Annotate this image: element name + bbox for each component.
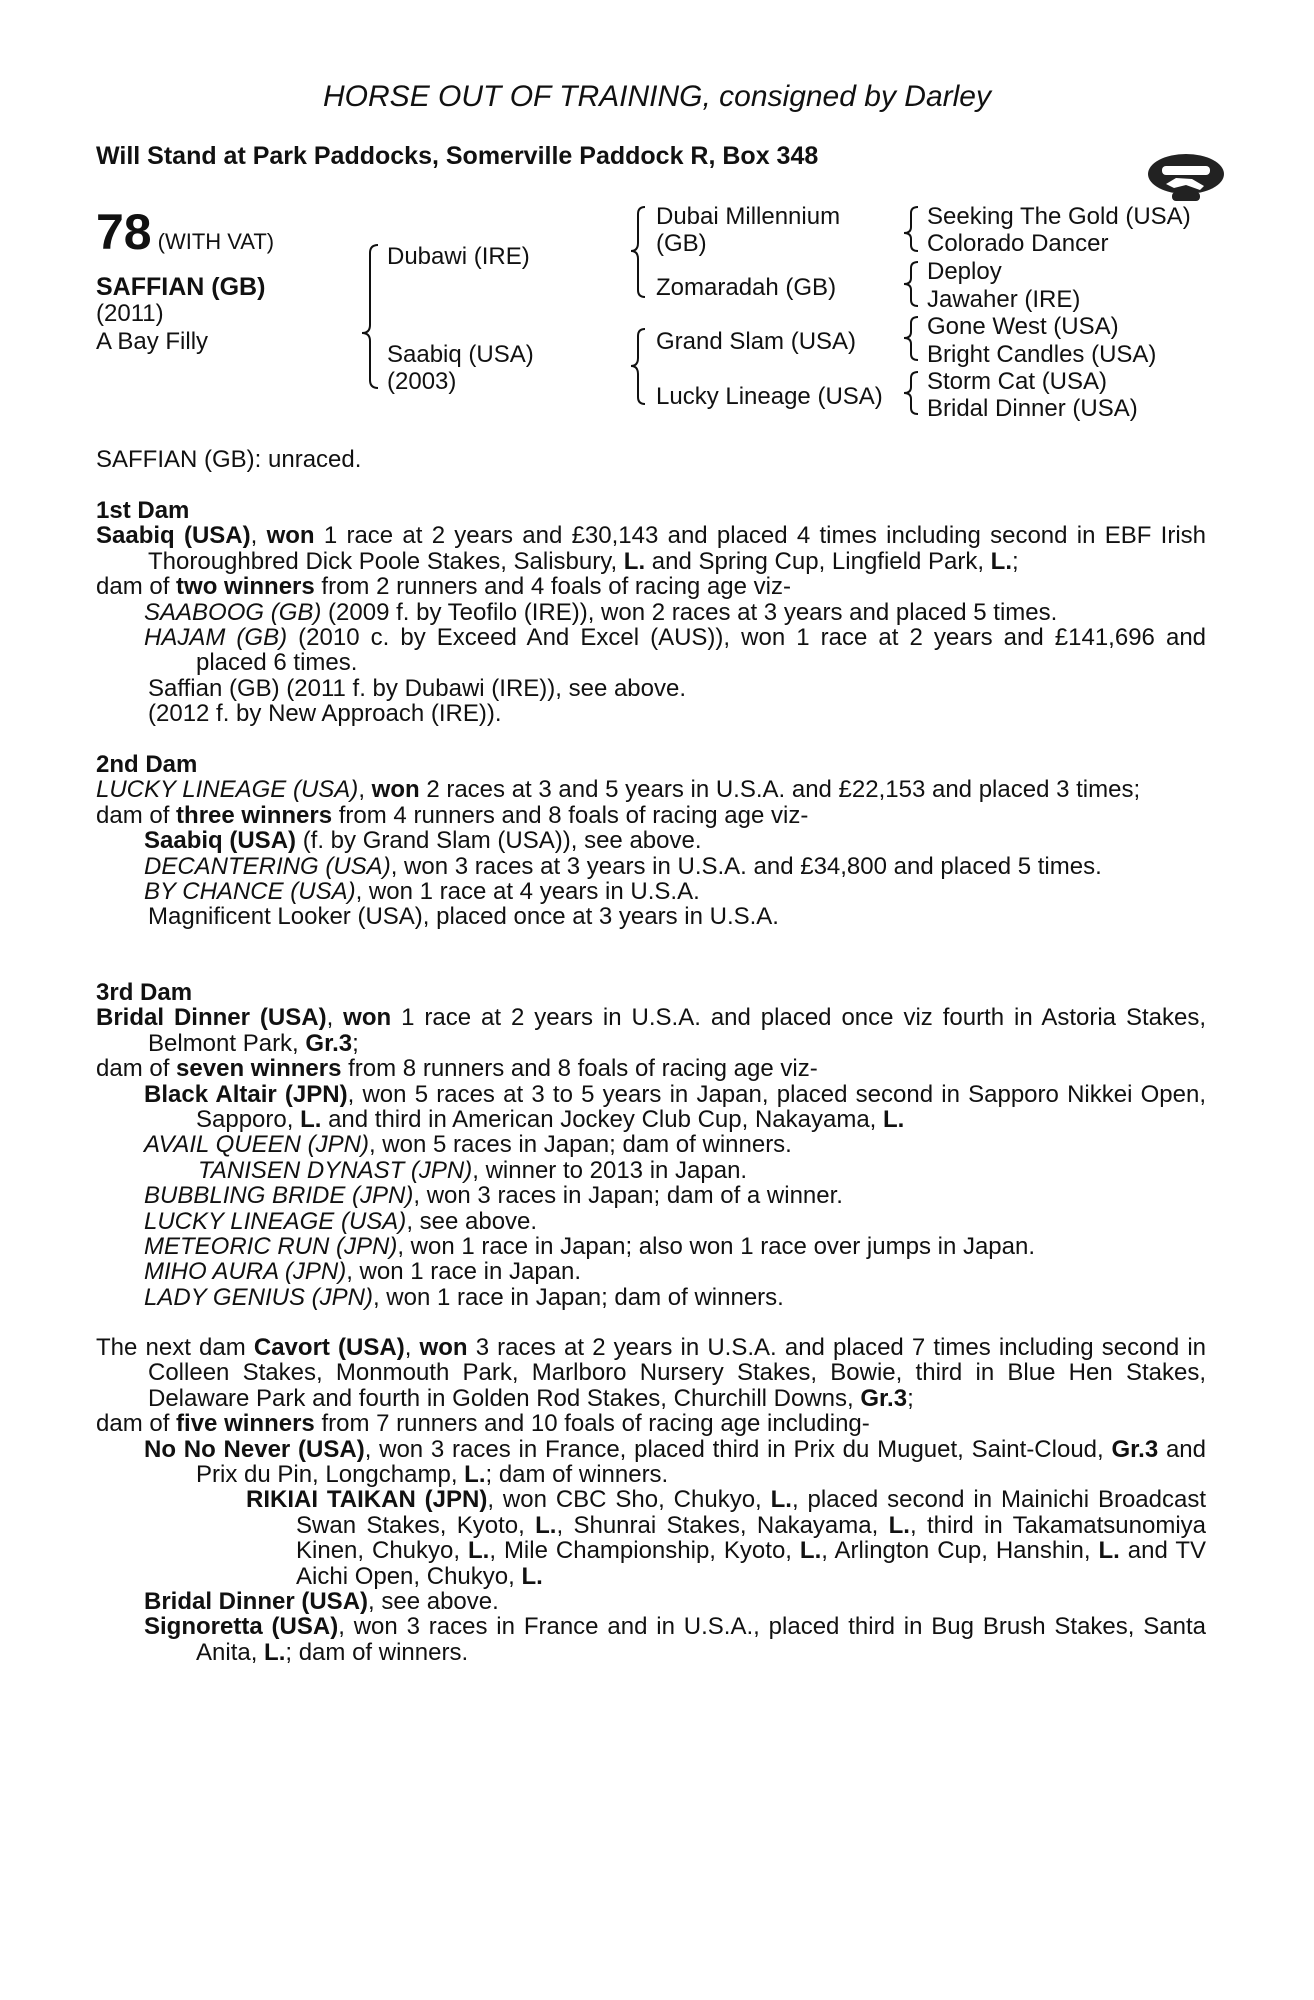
second-dam-foal: Saabiq (USA) (f. by Grand Slam (USA)), see above.: [144, 827, 702, 855]
horse-description: A Bay Filly: [96, 328, 209, 355]
pedigree-sss: Seeking The Gold (USA): [927, 203, 1191, 230]
stand-location: Will Stand at Park Paddocks, Somerville Paddock R, Box 348: [96, 142, 819, 170]
first-dam-heading: 1st Dam: [96, 497, 190, 524]
third-dam-foal: LUCKY LINEAGE (USA), see above.: [144, 1207, 538, 1235]
first-dam-record: Saabiq (USA), won 1 race at 2 years and £30,143 and placed 4 times including second in EBF Irish Thoroughbred Dick Poole Stakes, Salisbury, L. and Spring Cup, Lingfield Park, L.;: [96, 522, 1207, 575]
third-dam-foal: BUBBLING BRIDE (JPN), won 3 races in Japan; dam of a winner.: [144, 1182, 843, 1210]
third-dam-produce-summary: dam of seven winners from 8 runners and 8 foals of racing age viz-: [96, 1055, 818, 1083]
next-dam-foal: Bridal Dinner (USA), see above.: [144, 1588, 499, 1616]
pedigree-dam: Saabiq (USA): [387, 341, 534, 368]
next-dam-foal: Signoretta (USA), won 3 races in France and in U.S.A., placed third in Bug Brush Stakes, Santa Anita, L.; dam of winners.: [144, 1613, 1206, 1666]
pedigree-dss: Gone West (USA): [927, 313, 1119, 340]
third-dam-foal: Black Altair (JPN), won 5 races at 3 to 5 years in Japan, placed second in Sapporo Nikkei Open, Sapporo, L. and third in American Jockey Club Cup, Nakayama, L.: [144, 1080, 1207, 1134]
next-dam-foal: No No Never (USA), won 3 races in France, placed third in Prix du Muguet, Saint-Cloud, Gr.3 and Prix du Pin, Longchamp, L.; dam of winners.: [144, 1435, 1206, 1489]
pedigree-sdd: Jawaher (IRE): [927, 286, 1081, 313]
pedigree-dam-dam: Lucky Lineage (USA): [656, 383, 883, 410]
pedigree-dam-year: (2003): [387, 368, 457, 395]
summary-text: SAFFIAN (GB): unraced.: [96, 446, 362, 473]
pedigree-sire-sire: Dubai Millennium: [656, 203, 841, 230]
second-dam-heading: 2nd Dam: [96, 751, 198, 778]
lot-vat: (WITH VAT): [157, 229, 275, 254]
next-dam-record: The next dam Cavort (USA), won 3 races at 2 years in U.S.A. and placed 7 times including second in Colleen Stakes, Monmouth Park, Marlboro Nursery Stakes, Bowie, third in Blue Hen Stakes, Delaware Park and fourth in Golden Rod Stakes, Churchill Downs, Gr.3;: [96, 1334, 1207, 1412]
next-dam-produce-summary: dam of five winners from 7 runners and 10 foals of racing age including-: [96, 1410, 870, 1438]
first-dam-produce-summary: dam of two winners from 2 runners and 4 foals of racing age viz-: [96, 573, 791, 601]
pedigree-ddd: Bridal Dinner (USA): [927, 395, 1138, 422]
second-dam-section: [96, 752, 1206, 930]
lot-number: 78: [96, 204, 152, 260]
pedigree-sire: Dubawi (IRE): [387, 243, 530, 270]
first-dam-foal: (2012 f. by New Approach (IRE)).: [148, 700, 502, 728]
first-dam-foal: SAABOOG (GB) (2009 f. by Teofilo (IRE)), won 2 races at 3 years and placed 5 times.: [144, 598, 1058, 626]
third-dam-section: [96, 980, 1206, 1310]
second-dam-foal: DECANTERING (USA), won 3 races at 3 years in U.S.A. and £34,800 and placed 5 times.: [144, 852, 1102, 880]
horse-year: (2011): [96, 300, 164, 327]
third-dam-record: Bridal Dinner (USA), won 1 race at 2 years in U.S.A. and placed once viz fourth in Astoria Stakes, Belmont Park, Gr.3;: [96, 1004, 1206, 1057]
pedigree-ssd: Colorado Dancer: [927, 230, 1109, 257]
horse-name: SAFFIAN (GB): [96, 273, 266, 301]
third-dam-heading: 3rd Dam: [96, 979, 193, 1006]
first-dam-section: [96, 498, 1206, 727]
second-dam-foal: Magnificent Looker (USA), placed once at 3 years in U.S.A.: [148, 903, 779, 931]
pedigree-dam-sire: Grand Slam (USA): [656, 328, 857, 355]
first-dam-foal: HAJAM (GB) (2010 c. by Exceed And Excel (AUS)), won 1 race at 2 years and £141,696 and placed 6 times.: [144, 624, 1207, 677]
first-dam-foal: Saffian (GB) (2011 f. by Dubawi (IRE)), see above.: [148, 674, 687, 702]
second-dam-foal: BY CHANCE (USA), won 1 race at 4 years in U.S.A.: [144, 878, 700, 906]
pedigree-sds: Deploy: [927, 258, 1002, 285]
pedigree-dsd: Bright Candles (USA): [927, 341, 1157, 368]
race-summary: [96, 447, 1206, 472]
second-dam-produce-summary: dam of three winners from 4 runners and 8 foals of racing age viz-: [96, 801, 809, 829]
pedigree-sire-dam: Zomaradah (GB): [656, 274, 837, 301]
third-dam-foal: LADY GENIUS (JPN), won 1 race in Japan; dam of winners.: [144, 1283, 784, 1311]
page-title: HORSE OUT OF TRAINING, consigned by Darley: [323, 80, 991, 113]
next-dam-section: [96, 1335, 1206, 1665]
third-dam-foal: AVAIL QUEEN (JPN), won 5 races in Japan; dam of winners.: [144, 1131, 792, 1159]
third-dam-grandfoal: TANISEN DYNAST (JPN), winner to 2013 in Japan.: [198, 1156, 748, 1184]
pedigree-dds: Storm Cat (USA): [927, 368, 1108, 395]
next-dam-grandfoal: RIKIAI TAIKAN (JPN), won CBC Sho, Chukyo, L., placed second in Mainichi Broadcast Swan Stakes, Kyoto, L., Shunrai Stakes, Nakayama, L., third in Takamatsunomiya Kinen, Chukyo, L., Mile Championship, Kyoto, L., Arlington Cup, Hanshin, L. and TV Aichi Open, Chukyo, L.: [246, 1486, 1207, 1590]
third-dam-foal: METEORIC RUN (JPN), won 1 race in Japan; also won 1 race over jumps in Japan.: [144, 1233, 1036, 1261]
pedigree-sire-sire-country: (GB): [656, 230, 707, 257]
third-dam-foal: MIHO AURA (JPN), won 1 race in Japan.: [144, 1258, 582, 1286]
second-dam-record: LUCKY LINEAGE (USA), won 2 races at 3 and 5 years in U.S.A. and £22,153 and placed 3 times;: [96, 776, 1141, 804]
